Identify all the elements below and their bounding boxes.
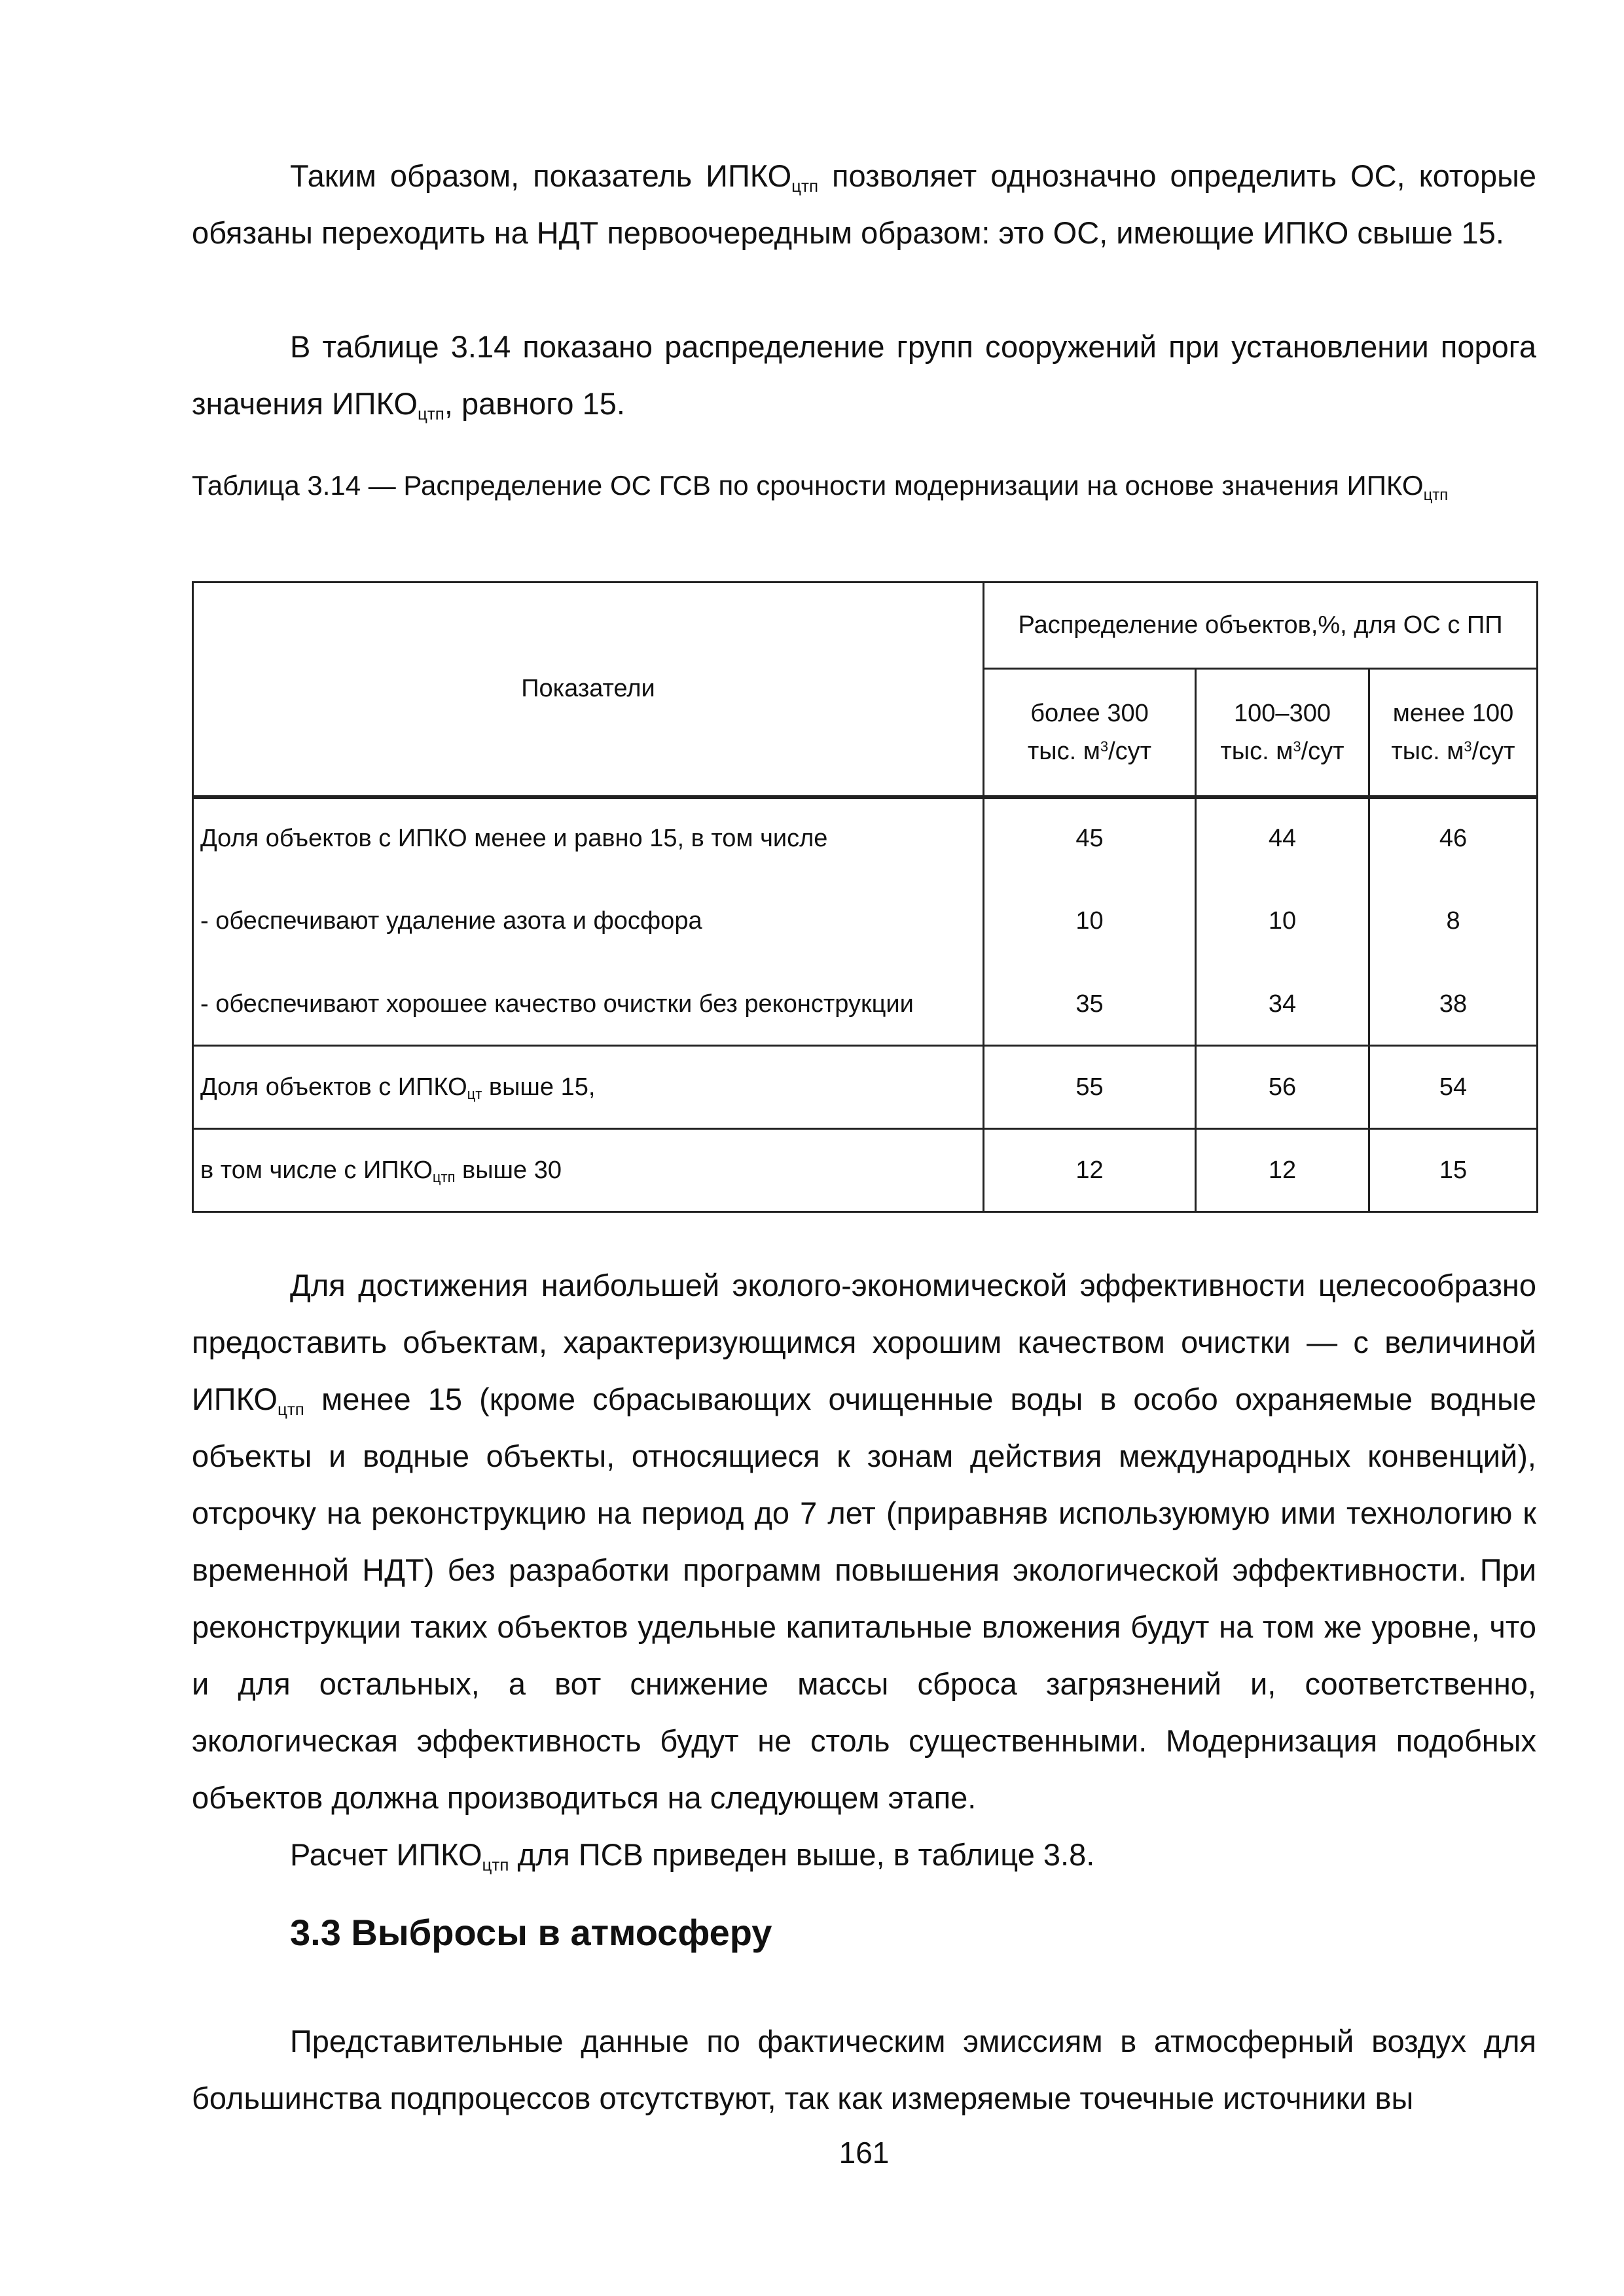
- unit-text: тыс. м: [1391, 737, 1464, 765]
- table-row: [193, 797, 1538, 879]
- paragraph-calculation-ref: [192, 1826, 1536, 1883]
- cell-value: 10: [1196, 879, 1369, 964]
- cell-value: 55: [984, 1046, 1196, 1129]
- text-run: для ПСВ приведен выше, в таблице 3.8.: [509, 1837, 1095, 1872]
- paragraph-table-intro: [192, 318, 1536, 432]
- section-heading: 3.3 Выбросы в атмосферу: [290, 1912, 772, 1953]
- cell-value: 8: [1369, 879, 1538, 964]
- column-unit: [1377, 732, 1530, 770]
- row-label: - обеспечивают удаление азота и фосфора: [193, 879, 984, 964]
- paragraph-ipko-definition: [192, 147, 1536, 261]
- text-run: менее 15 (кроме сбрасывающих очищенные воды в особо охраняемые водные объекты и водные объекты, относящиеся к зонам действия международных конвенций), отсрочку на реконструкцию на период до 7 лет (приравняв используюмую ими технологию к временной НДТ) без разработки программ повышения экологической эффективности. При реконструкции таких объектов удельные капитальные вложения будут на том же уровне, что и для остальных, а вот снижение массы сброса загрязнений и, соответственно, экологическая эффективность будут не столь существенными. Модернизация подобных объектов должна производиться на следующем этапе.: [192, 1382, 1536, 1815]
- row-label: [193, 1129, 984, 1212]
- text-run: Таким образом, показатель ИПКО: [290, 158, 792, 193]
- unit-text: /сут: [1301, 737, 1344, 765]
- label-text: выше 30: [455, 1156, 562, 1184]
- subscript: цтп: [791, 176, 819, 196]
- table-row: [193, 879, 1538, 964]
- cell-value: 10: [984, 879, 1196, 964]
- table-row: [193, 964, 1538, 1046]
- cell-value: 12: [1196, 1129, 1369, 1212]
- superscript: 3: [1100, 738, 1109, 755]
- header-column-2: [1196, 669, 1369, 797]
- row-label: Доля объектов с ИПКО менее и равно 15, в том числе: [193, 797, 984, 879]
- superscript: 3: [1293, 738, 1301, 755]
- column-label: 100–300: [1234, 699, 1331, 727]
- paragraph-emissions: Представительные данные по фактическим эмиссиям в атмосферный воздух для большинства подпроцессов отсутствуют, так как измеряемые точечные источники вы: [192, 2024, 1536, 2115]
- text-run: В таблице 3.14 показано распределение групп сооружений при установлении порога значения ИПКО: [192, 329, 1536, 421]
- label-text: в том числе с ИПКО: [200, 1156, 433, 1184]
- table-row: [193, 1046, 1538, 1129]
- row-label: [193, 1046, 984, 1129]
- header-indicators: Показатели: [193, 583, 984, 797]
- cell-value: 38: [1369, 964, 1538, 1046]
- unit-text: /сут: [1471, 737, 1515, 765]
- page-number: 161: [839, 2136, 890, 2170]
- label-text: выше 15,: [482, 1073, 596, 1101]
- table-row: [193, 1129, 1538, 1212]
- cell-value: 56: [1196, 1046, 1369, 1129]
- row-label: - обеспечивают хорошее качество очистки без реконструкции: [193, 964, 984, 1046]
- caption-text: Таблица 3.14 — Распределение ОС ГСВ по срочности модернизации на основе значения ИПКО: [192, 470, 1424, 501]
- column-label: менее 100: [1392, 699, 1514, 727]
- column-label: более 300: [1030, 699, 1149, 727]
- subscript: цтп: [1423, 486, 1449, 504]
- column-unit: [1203, 732, 1362, 770]
- header-distribution: Распределение объектов,%, для ОС с ПП: [984, 583, 1538, 669]
- table-caption: [192, 458, 1536, 513]
- subscript: цтп: [482, 1855, 509, 1874]
- text-run: Расчет ИПКО: [290, 1837, 482, 1872]
- distribution-table: [192, 581, 1538, 1213]
- cell-value: 15: [1369, 1129, 1538, 1212]
- label-text: Доля объектов с ИПКО: [200, 1073, 467, 1101]
- cell-value: 35: [984, 964, 1196, 1046]
- subscript: цт: [467, 1085, 482, 1102]
- cell-value: 34: [1196, 964, 1369, 1046]
- body-text-block: [192, 1257, 1536, 1883]
- superscript: 3: [1464, 738, 1472, 755]
- cell-value: 12: [984, 1129, 1196, 1212]
- header-column-1: [984, 669, 1196, 797]
- column-unit: [991, 732, 1188, 770]
- cell-value: 45: [984, 797, 1196, 879]
- subscript: цтп: [417, 404, 444, 423]
- unit-text: тыс. м: [1027, 737, 1100, 765]
- text-run: позволяет однозначно определить ОС, которые обязаны переходить на НДТ первоочередным образом: это ОС, имеющие ИПКО свыше 15.: [192, 158, 1537, 250]
- text-run: , равного 15.: [444, 386, 625, 421]
- paragraph-deferral: [192, 1257, 1536, 1826]
- cell-value: 46: [1369, 797, 1538, 879]
- cell-value: 54: [1369, 1046, 1538, 1129]
- cell-value: 44: [1196, 797, 1369, 879]
- unit-text: тыс. м: [1220, 737, 1293, 765]
- header-column-3: [1369, 669, 1538, 797]
- text-run: Для достижения наибольшей эколого-экономической эффективности целесообразно предоставить объектам, характеризующимся хорошим качеством очистки — с величиной ИПКО: [192, 1268, 1536, 1416]
- subscript: цтп: [277, 1399, 304, 1419]
- unit-text: /сут: [1108, 737, 1152, 765]
- subscript: цтп: [432, 1168, 456, 1185]
